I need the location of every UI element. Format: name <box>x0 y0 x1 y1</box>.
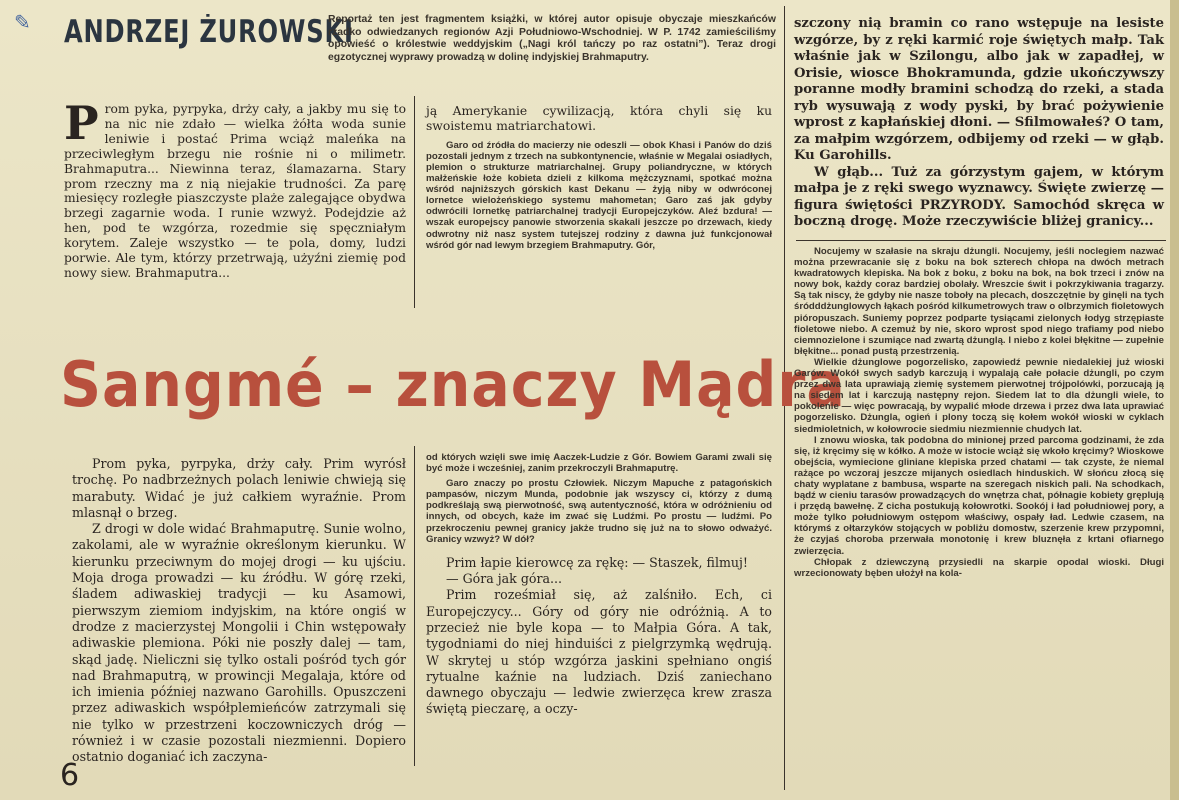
lead-text-2: ją Amerykanie cywilizacją, która chyli się ku swoistemu matriarchatowi. <box>426 104 772 133</box>
article-title: Sangmé – znaczy Mądra <box>60 348 846 421</box>
section-rule <box>796 240 1166 241</box>
lead-column-2 <box>426 104 772 251</box>
body-paragraph: — Góra jak góra... <box>446 571 563 587</box>
body-paragraph: Prim roześmiał się, aż zalśniło. Ech, ci Europejczycy... Góry od góry nie odróżnią. A to przecież nie byle kopa — to Małpia Góra. A tak, tygodniami do niej hinduiści z pielgrzymką wędrują. W skrytej u stóp wzgórza jaskini spełniano ongiś rytualne kaźnie na ludziach. Dziś zaniechano dawnego obyczaju — ledwie zwierzęca krew zrasza świętą pieczarę, a oczy- <box>426 587 772 717</box>
right-column-top <box>794 16 1164 231</box>
small-paragraph: I znowu wioska, tak podobna do minionej przed parcoma godzinami, że zda się, iż kręcimy się w kółko. A może w istocie wciąż się wkoło kręcimy? Wioskowe obejścia, wymiecione gliniane klepiska przed chatami — tak czyste, że niemal rażące po wczoraj jeszcze mijanych osiedlach hinduskich. W słońcu złocą się chaty wyplatane z bambusa, wsparte na szeregach niskich pali. Na schodkach, bądź w cieniu tarasów prowadzących do wnętrza chat, półnagie kobiety gręplują i przędą bawełnę. Z cicha postukują kołowrotki. Sookój i ład południowej pory, a może tylko południowym ostępom właściwy, ospały ład. Ledwie czasem, na którymś z ołtarzyków stojących w pobliżu domostw, szerzenie krew przypomni, że czyjaś choroba przerwała monotonię i krew bluznęła z krtani ofiarnego zwierzęcia. <box>794 434 1164 557</box>
lead-small-text: Garo od źródła do macierzy nie odeszli — obok Khasi i Panów do dziś pozostali jednym z trzech na subkontynencie, właśnie w Megalai osiadłych, plemion o strukturze matriarchalnej. Grupy poliandryczne, w których małżeńskie łoże kobieta dzieli z kilkoma mężczyznami, spotkać można wśród najniższych górskich kast Dekanu — żyją niby w odwróconej lornetce wielożeńskiego systemu mahometan; Garo zaś jak gdyby odwrócili lornetkę patriarchalnej tradycji Europejczyków. Aleź bzdura! — wszak europejscy panowie stworzenia skakali jeszcze po drzewach, kiedy odwrotny niż nasz system tutejszej rodziny z dawna już funkcjonował wśród gór nad lewym brzegiem Brahmaputry. Gór, <box>426 139 772 251</box>
body-column-2 <box>426 452 772 718</box>
column-rule-body <box>414 446 415 766</box>
body-paragraph: szczony nią bramin co rano wstępuje na lesiste wzgórze, by z ręki karmić roje świętych małp. Tak właśnie jak w Szilongu, albo jak w zapadłej, w Orisie, wiosce Bhokramunda, gdzie ukończywszy poranne modły bramini schodzą do rzeki, a stada ryb wysuwają z wody pyski, by brać pożywienie wprost z kapłańskiej dłoni. — Sfilmowałeś? O tam, za małpim wzgórzem, odbijemy od rzeki — w głąb. Ku Garohills. <box>794 16 1164 163</box>
lead-column-1 <box>64 96 406 281</box>
right-column-bottom <box>794 246 1164 579</box>
body-paragraph: Prim łapie kierowcę za rękę: — Staszek, filmuj! <box>446 554 748 570</box>
small-paragraph: Garo znaczy po prostu Człowiek. Niczym Mapuche z patagońskich pampasów, niczym Munda, podobnie jak wszyscy ci, którzy z dumą podkreślają swą pierwotność, swą autentyczność, która w odróżnieniu od innych, od obcych, każe im zwać się Ludźmi. Po prostu — ludźmi. Po przekroczeniu pewnej granicy jakże trudno się już na to słowo odważyć. Granicy wzwyż? W dół? <box>426 478 772 545</box>
lead-text-1: rom pyka, pyrpyka, drży cały, a jakby mu się to na nic nie zdało — wielka żółta woda sunie leniwie i postać Prima wciąż maleńka na przeciwległym brzegu nie rośnie ni o milimetr. Brahmaputra... Niewinna teraz, ślamazarna. Stary prom rzeczny ma z nią niejakie trudności. Za parę miesięcy rozległe piaszczyste plaże zalegające obydwa brzegi zagarnie woda. I runie wzwyż. Podejdzie aż hen, pod te wzgórza, rozedmie się spęczniałym korytem. Zaleje wszystko — te pola, domy, ludzi porwie. Ale tym, którzy przetrwają, użyźni ziemię pod nowy siew. Brahmaputra... <box>64 102 406 280</box>
small-paragraph: Nocujemy w szałasie na skraju dżungli. Nocujemy, jeśli noclegiem nazwać można przewracanie się z boku na bok szterech chłopa na dwóch metrach kwadratowych klepiska. Na bok z boku, z boku na bok, na bok trzeci i znów na nowy bok, każdy coraz bardziej obolały. Wreszcie świt i pokrzykiwania tragarzy. Są tak niscy, że gdyby nie nasze toboły na plecach, doszczętnie by ginęli na tych śródddżunglowych łąkach pośród kilkumetrowych traw o olbrzymich fioletowych pióropuszach. Suniemy poprzez podparte tysiącami zielonych łodyg strzępiaste fioletowe niebo. A czemuż by nie, skoro wprost spod niego trafiamy pod niebo ciemnozielone i szumiące nad zwartą dżunglą. I niebo z kolei błękitne — zupełnie błękitne... ponad pustą przestrzenią. <box>794 246 1164 357</box>
small-paragraph: Chłopak z dziewczyną przysiedli na skarpie opodal wioski. Długi wrzecionowaty bęben ułożył na kola- <box>794 556 1164 579</box>
drop-cap: P <box>64 96 99 150</box>
intro-note: Reportaż ten jest fragmentem książki, w której autor opisuje obyczaje mieszkańców rzadko odwiedzanych regionów Azji Południowo-Wschodniej. W P. 1742 zamieściliśmy opowieść o królestwie weddyjskim („Nagi król tańczy po raz ostatni”). Teraz drogi egzotycznej wyprawy prowadzą w dolinę indyjskiej Brahmaputry. <box>328 14 776 63</box>
body-paragraph: Prom pyka, pyrpyka, drży cały. Prim wyrósł trochę. Po nadbrzeżnych polach leniwie chwieją się marabuty. Widać je już całkiem wyraźnie. Prom mlasnął o brzeg. <box>72 456 406 520</box>
body-column-1 <box>72 456 406 766</box>
small-paragraph: Wielkie dżunglowe pogorzelisko, zapowiedź pewnie niedalekiej już wioski Garów. Wokół swych sadyb karczują i wypalają całe połacie dżungli, po czym przez dwa lata uprawiają ziemię systemem pierwotnej trójpolówki, porzucają ją na siedem lat i karczują następny rejon. Siedem lat to dla dżungli wiele, to pokolenie — więc powracają, by wypalić młode drzewa i przez dwa lata uprawiać pogorzelisko. Dżungla, ogień i plony toczą się kołem wokół wioski w cyklach siedmioletnich, w kołowrocie siedmiu niezmiennie chudych lat. <box>794 356 1164 435</box>
column-rule-lead <box>414 96 415 308</box>
body-paragraph: Z drogi w dole widać Brahmaputrę. Sunie wolno, zakolami, ale w wyraźnie określonym kierunku. W kierunku przeciwnym do mojej drogi — ku ujściu. Moja droga prowadzi — ku źródłu. W górę rzeki, śladem adiwaskiej tradycji — ku Asamowi, pierwszym ziemiom indyjskim, na które ongiś w drodze z macierzystej Mongolii i Chin wstępowały adiwaskie plemiona. Póki nie poszły dalej — tam, skąd jadę. Nieliczni się tylko ostali pośród tych gór nad Brahmaputrą, w prowincji Megalaja, które od ich imienia później nazwano Garohills. Opuszczeni przez adiwaskich współplemieńców zatrzymali się nie tylko w przestrzeni koczowniczych dróg — również i w czasie pozostali niezmienni. Dopiero ostatnio doganiać ich zaczyna- <box>72 521 406 765</box>
page-edge <box>1170 0 1179 800</box>
ink-mark-icon: ✎ <box>14 10 31 34</box>
author-name: ANDRZEJ ŻUROWSKI <box>64 14 354 50</box>
body-paragraph: W głąb... Tuż za górzystym gajem, w którym małpa je z ręki swego wyznawcy. Święte zwierzę — figura świętości PRZYRODY. Samochód skręca w boczną drogę. Może rzeczywiście bliżej granicy... <box>794 164 1164 229</box>
small-paragraph: od których wzięli swe imię Aaczek-Ludzie z Gór. Bowiem Garami zwali się być może i wcześniej, zanim przekroczyli Brahmaputrę. <box>426 452 772 475</box>
page-number: 6 <box>60 758 80 793</box>
